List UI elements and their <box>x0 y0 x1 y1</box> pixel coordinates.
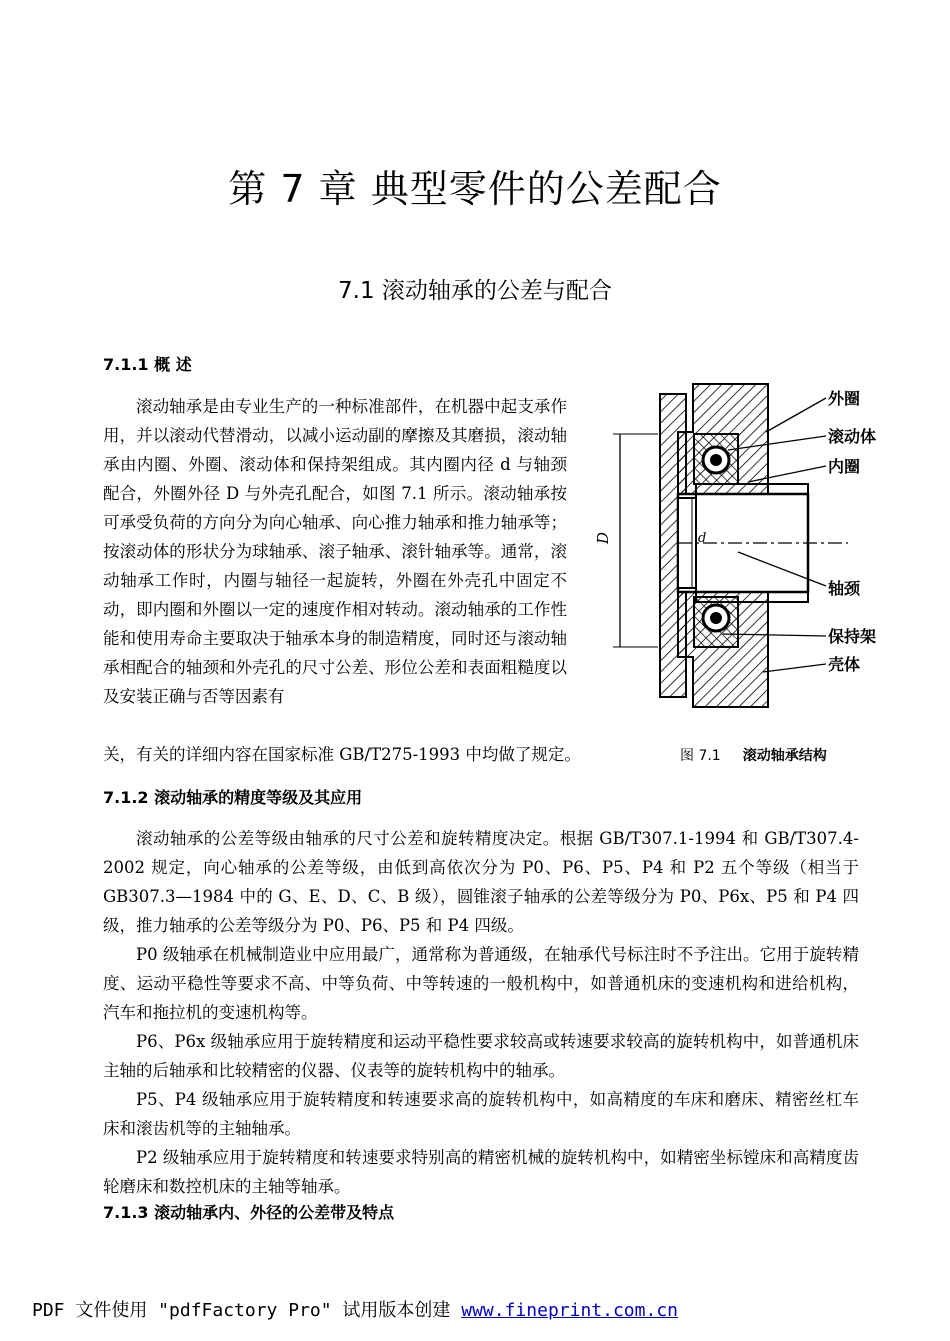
label-inner-ring: 内圈 <box>828 457 861 476</box>
subsection-heading-7-1-3: 7.1.3 滚动轴承内、外径的公差带及特点 <box>103 1203 395 1222</box>
chapter-title: 第 7 章 典型零件的公差配合 <box>228 167 722 211</box>
paragraph-p6: P6、P6x 级轴承应用于旋转精度和运动平稳性要求较高或转速要求较高的旋转机构中，如普通机床主轴的后轴承和比较精密的仪器、仪表等的旋转机构中的轴承。 <box>103 1032 859 1080</box>
ball-upper-core <box>710 454 722 466</box>
ball-lower-core <box>710 612 722 624</box>
label-cage: 保持架 <box>828 627 877 646</box>
paragraph-overview-last-line: 关，有关的详细内容在国家标准 GB/T275-1993 中均做了规定。 <box>103 745 581 764</box>
section-title: 7.1 滚动轴承的公差与配合 <box>338 278 612 304</box>
label-journal: 轴颈 <box>828 579 861 598</box>
figure-caption-number: 图 7.1 <box>680 748 721 764</box>
figure-caption <box>680 745 849 765</box>
label-housing: 壳体 <box>828 655 861 674</box>
footer-link[interactable]: www.fineprint.com.cn <box>461 1300 678 1321</box>
paragraph-p2: P2 级轴承应用于旋转精度和转速要求特别高的精密机械的旋转机构中，如精密坐标镗床和高精度齿轮磨床和数控机床的主轴等轴承。 <box>103 1148 859 1196</box>
figure-caption-text: 滚动轴承结构 <box>742 748 827 764</box>
paragraph-grades: 滚动轴承的公差等级由轴承的尺寸公差和旋转精度决定。根据 GB/T307.1-1994 和 GB/T307.4-2002 规定，向心轴承的公差等级，由低到高依次分为 P0、P6、P5、P4 和 P2 五个等级（相当于 GB307.3—1984 中的 G、E、D、C、B 级），圆锥滚子轴承的公差等级分为 P0、P6x、P5 和 P4 四级，推力轴承的公差等级分为 P0、P6、P5 和 P4 四级。 <box>103 829 859 935</box>
section-7-1-2-body <box>103 824 859 1201</box>
footer-text: PDF 文件使用 "pdfFactory Pro" 试用版本创建 <box>32 1300 462 1321</box>
paragraph-overview <box>103 392 567 711</box>
paragraph-p5-p4: P5、P4 级轴承应用于旋转精度和转速要求高的旋转机构中，如高精度的车床和磨床、精密丝杠车床和滚齿机等的主轴轴承。 <box>103 1090 859 1138</box>
bearing-structure-diagram <box>594 372 898 722</box>
paragraph-text: 滚动轴承是由专业生产的一种标准部件，在机器中起支承作用，并以滚动代替滑动，以减小运动副的摩擦及其磨损，滚动轴承由内圈、外圈、滚动体和保持架组成。其内圈内径 d 与轴颈配合，外圈外径 D 与外壳孔配合，如图 7.1 所示。滚动轴承按可承受负荷的方向分为向心轴承、向心推力轴承和推力轴承等；按滚动体的形状分为球轴承、滚子轴承、滚针轴承等。通常，滚动轴承工作时，内圈与轴径一起旋转，外圈在外壳孔中固定不动，即内圈和外圈以一定的速度作相对转动。滚动轴承的工作性能和使用寿命主要取决于轴承本身的制造精度，同时还与滚动轴承相配合的轴颈和外壳孔的尺寸公差、形位公差和表面粗糙度以及安装正确与否等因素有 <box>103 397 567 706</box>
label-outer-ring: 外圈 <box>828 389 861 408</box>
subsection-heading-7-1-2: 7.1.2 滚动轴承的精度等级及其应用 <box>103 788 363 807</box>
pdf-footer <box>32 1296 678 1322</box>
label-rolling-body: 滚动体 <box>828 427 877 446</box>
dimension-D-label: D <box>594 531 612 544</box>
dimension-d-label: d <box>698 531 707 546</box>
subsection-heading-7-1-1: 7.1.1 概 述 <box>103 355 192 374</box>
paragraph-p0: P0 级轴承在机械制造业中应用最广，通常称为普通级，在轴承代号标注时不予注出。它用于旋转精度、运动平稳性等要求不高、中等负荷、中等转速的一般机构中，如普通机床的变速机构和进给机构，汽车和拖拉机的变速机构等。 <box>103 945 859 1022</box>
